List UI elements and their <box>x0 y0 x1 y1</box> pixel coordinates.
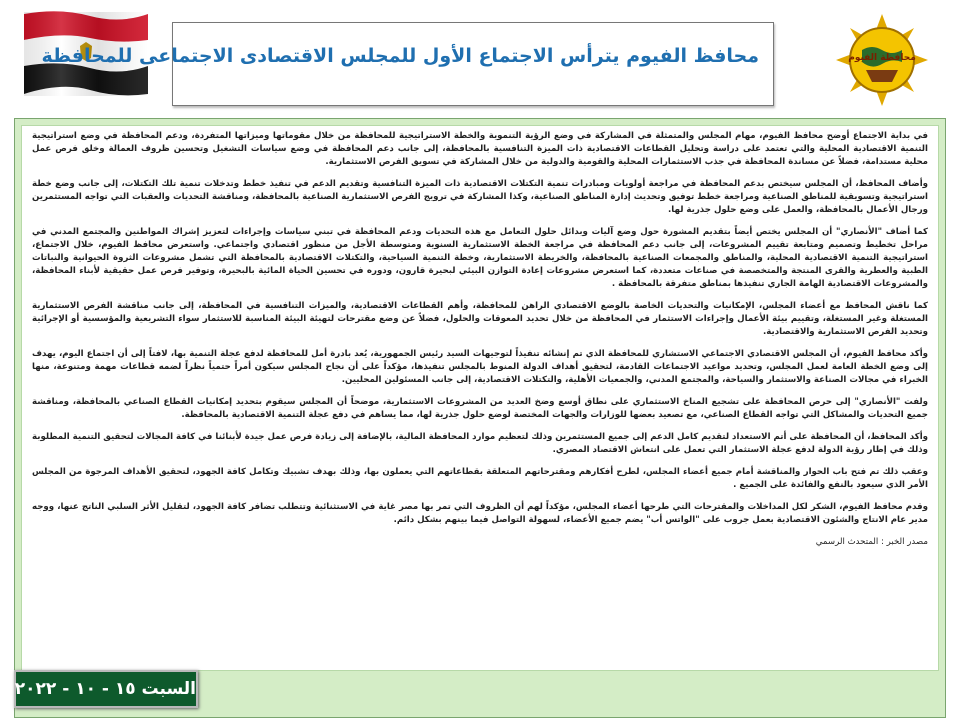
content-panel <box>21 125 939 671</box>
date-text: السبت ١٥ - ١٠ - ٢٠٢٢ <box>14 679 196 699</box>
article-paragraph: وعقب ذلك تم فتح باب الحوار والمناقشة أمام جميع أعضاء المجلس، لطرح أفكارهم ومقترحاتهم المتعلقة بقطاعاتهم التي يعملون بها، وذلك بهدف تشبيك وتكامل كافة الجهود، لتحقيق الأهداف المرجوة من المجلس الأمر الذي سيعود بالنفع والفائدة على الجميع . <box>32 467 928 490</box>
content-frame <box>14 118 946 718</box>
date-badge <box>14 670 198 708</box>
article-paragraph: في بداية الاجتماع أوضح محافظ الفيوم، مهام المجلس والمتمثلة في المشاركة في وضع الرؤية التنموية والخطة الاستراتيجية للمحافظة من خلال مقوماتها وميزاتها المتفردة، ودعم المحافظة في وضع استراتيجية التنمية الاقتصادية المحلية والتي تعتمد على دراسة وتحليل القطاعات الاقتصادية ذات الميزة التنافسية بالمحافظة، إلى جانب دعم المحافظة في وضع سياسات التشغيل وتحسين ظروف العمالة وخلق فرص عمل محلية مستدامة، فضلاً عن مساندة المحافظة في جذب الاستثمارات المحلية والقومية والدولية من خلال المشاركة في تسويق الفرص الاستثمارية. <box>32 131 928 167</box>
article-body <box>32 130 928 666</box>
article-paragraph: وأكد محافظ الفيوم، أن المجلس الاقتصادي الاجتماعي الاستشاري للمحافظة الذي تم إنشائه تنفيذاً لتوجيهات السيد رئيس الجمهورية، يُعد بادرة أمل للمحافظة لدفع عجلة التنمية بها، لافتاً إلى أن اجتماع اليوم، يهدف إلى وضع الخطة العامة لعمل المجلس، وتحديد مواعيد الاجتماعات القادمة، لتحقيق أهداف الدولة المنوط بالمجلس تنفيذها، مؤكداً على أن نجاح المجلس سيكون أمراً حتمياً نظراً لضمه قطاعات مهمة ومتنوعة، منها الخبراء في مجالات الصناعة والاستثمار والسياحة، والمجتمع المدني، والجمعيات الأهلية، والتكتلات الاقتصادية، إلى جانب المسئولين المحليين. <box>32 349 928 385</box>
article-paragraph: كما أضاف "الأنصاري" أن المجلس يختص أيضاً بتقديم المشورة حول وضع آليات وبدائل حلول التعامل مع هذه التحديات ودعم المحافظة في تبني سياسات وإجراءات لتعزيز إشراك المواطنين والمجتمع المدني في مراحل تخطيط وتصميم ومتابعة تقييم المشروعات، إلى جانب دعم المحافظة في مراجعة الخطة الاستثمارية السنوية ومتوسطة الأجل من منظور اقتصادي واجتماعي. واستعرض محافظ الفيوم، خلال الاجتماع، استراتيجية التنمية الاقتصادية المحلية، والمناطق والمجمعات الصناعية بالمحافظة، والخريطة الاستثمارية، وخطة التنمية السياحية، والتكتلات الاقتصادية بالمحافظة التي تشمل مشروعات الثروة الحيوانية والنباتات الطبية والعطرية والقرى المنتجة والمتخصصة في صناعات متعددة، كما استعرض مشروعات إعادة التوازن البيئي لبحيرة قارون، ودوره في تحسين الحياة المائية بالبحيرة، وتوفير فرص عمل حقيقية لأبناء المحافظة، والمشروعات الاقتصادية الهامة الجاري تنفيذها بمناطق متفرقة بالمحافظة . <box>32 227 928 289</box>
page-title: محافظ الفيوم يترأس الاجتماع الأول للمجلس الاقتصادى الاجتماعى للمحافظة <box>41 45 759 67</box>
fayoum-governorate-logo <box>832 10 932 110</box>
article-paragraph: كما ناقش المحافظ مع أعضاء المجلس، الإمكانيات والتحديات الخاصة بالوضع الاقتصادي الراهن للمحافظة، وأهم القطاعات الاقتصادية، والميزات التنافسية في المحافظة، إلى جانب مناقشة الفرص الاستثمارية المستغلة وغير المستغلة، وتقييم بيئة الأعمال وإجراءات الاستثمار في المحافظة من خلال تحديد المعوقات والحلول، فضلاً عن وضع مقترحات لتهيئة البيئة المناسبة للاستثمار سواء التشريعية والمؤسسية أو الإجرائية وتحديد الفرص الاستثمارية والاقتصادية. <box>32 301 928 337</box>
article-paragraph: ولفت "الأنصاري" إلى حرص المحافظة على تشجيع المناخ الاستثماري على نطاق أوسع وضخ العديد من المشروعات الاستثمارية، موضحاً أن المجلس سيقوم بتحديد إمكانيات القطاع الصناعي بالمحافظة، ومناقشة جميع التحديات والمشاكل التي تواجه القطاع الصناعي، مع تصعيد بعضها للوزارات والجهات المختصة لوضع حلول جذرية لها، مما يساهم في دفع عجلة التنمية الاقتصادية بالمحافظة. <box>32 397 928 420</box>
logo-text: محافظة الفيوم <box>848 53 916 63</box>
news-source: مصدر الخبر : المتحدث الرسمي <box>815 537 928 547</box>
article-paragraph: وأضاف المحافظ، أن المجلس سيختص بدعم المحافظة في مراجعة أولويات ومبادرات تنمية التكتلات الاقتصادية ذات الميزة التنافسية وتقديم الدعم في تنفيذ خطط وتدخلات تنمية تلك التكتلات، إلى جانب وضع خطة استراتيجية وتسويقية للمناطق الصناعية ومراجعة خطط توفيق وتحديث إدارة المناطق الصناعية، وكذا المشاركة في ترويج الفرص الاستثمارية الصناعية بالمحافظة، ومناقشة التحديات والعقبات التي تواجه المستثمرين ورجال الأعمال بالمحافظة، والعمل على وضع حلول جذرية لها. <box>32 179 928 215</box>
title-box <box>41 22 774 106</box>
article-paragraph: وقدم محافظ الفيوم، الشكر لكل المداخلات والمقترحات التي طرحها أعضاء المجلس، مؤكداً لهم أن الظروف التي تمر بها مصر غاية في الاستثنائية وتتطلب تضافر كافة الجهود، لتقليل الأثر السلبي الناتج عنها، ووجه مدير عام الانتاج والشئون الاقتصادية بعمل جروب على "الواتس أب" يضم جميع الأعضاء، لسهولة التواصل فيما بينهم بشكل دائم. <box>32 502 928 525</box>
article-paragraph: وأكد المحافظ، أن المحافظة على أتم الاستعداد لتقديم كامل الدعم إلى جميع المستثمرين وذلك لتعظيم موارد المحافظة المالية، بالإضافة إلى زيادة فرص عمل جيدة لأبنائنا في كافة المجالات لتحقيق التنمية المطلوبة وذلك في إطار رؤية الدولة لدفع عجلة الاستثمار التي تعمل على انتعاش الاقتصاد المصري. <box>32 432 928 455</box>
